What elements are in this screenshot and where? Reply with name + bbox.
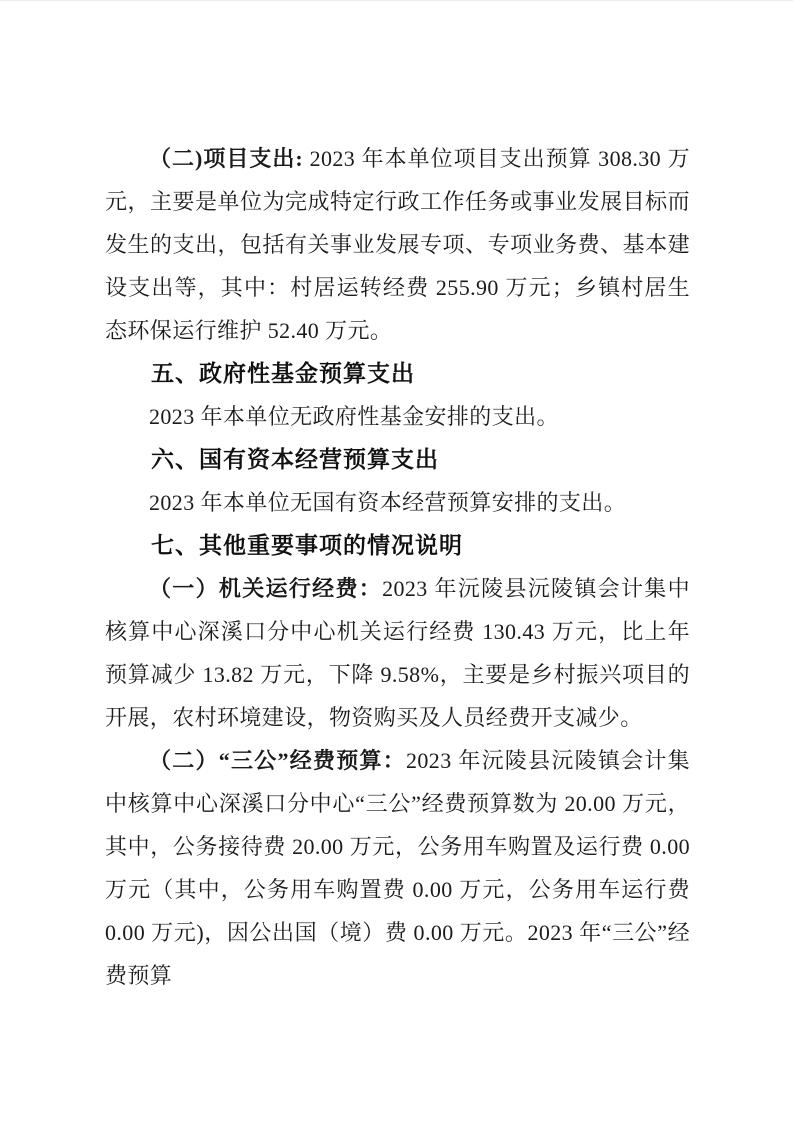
para-project-expenditure	[105, 137, 690, 352]
heading-gov-fund-budget: 五、政府性基金预算支出	[151, 360, 415, 386]
para-state-capital-note	[105, 481, 690, 524]
para-lead-agency-operating-expense: （一）机关运行经费：	[149, 576, 383, 601]
document-body	[105, 137, 690, 997]
para-text-agency-operating-expense: 2023 年沅陵县沅陵镇会计集中核算中心深溪口分中心机关运行经费 130.43 万元，比上年预算减少 13.82 万元，下降 9.58%，主要是乡村振兴项目的开展，农村环境建设，物资购买及人员经费开支减少。	[105, 576, 690, 730]
para-agency-operating-expense	[105, 567, 690, 739]
para-text-gov-fund-note: 2023 年本单位无政府性基金安排的支出。	[149, 404, 559, 429]
para-text-state-capital-note: 2023 年本单位无国有资本经营预算安排的支出。	[149, 490, 627, 515]
para-gov-fund-note	[105, 395, 690, 438]
heading-state-capital-budget: 六、国有资本经营预算支出	[151, 446, 439, 472]
heading-other-important-items: 七、其他重要事项的情况说明	[151, 532, 463, 558]
para-text-three-public-budget: 2023 年沅陵县沅陵镇会计集中核算中心深溪口分中心“三公”经费预算数为 20.00 万元，其中，公务接待费 20.00 万元，公务用车购置及运行费 0.00 万元（其中，公务用车购置费 0.00 万元，公务用车运行费 0.00 万元)，因公出国（境）费 0.00 万元。2023 年“三公”经费预算	[105, 748, 690, 988]
para-three-public-budget	[105, 739, 690, 997]
para-lead-project-expenditure: （二)项目支出:	[149, 146, 310, 171]
para-lead-three-public-budget: （二）“三公”经费预算：	[149, 748, 406, 773]
para-text-project-expenditure: 2023 年本单位项目支出预算 308.30 万元，主要是单位为完成特定行政工作任务或事业发展目标而发生的支出，包括有关事业发展专项、专项业务费、基本建设支出等，其中：村居运转经费 255.90 万元；乡镇村居生态环保运行维护 52.40 万元。	[105, 146, 690, 343]
